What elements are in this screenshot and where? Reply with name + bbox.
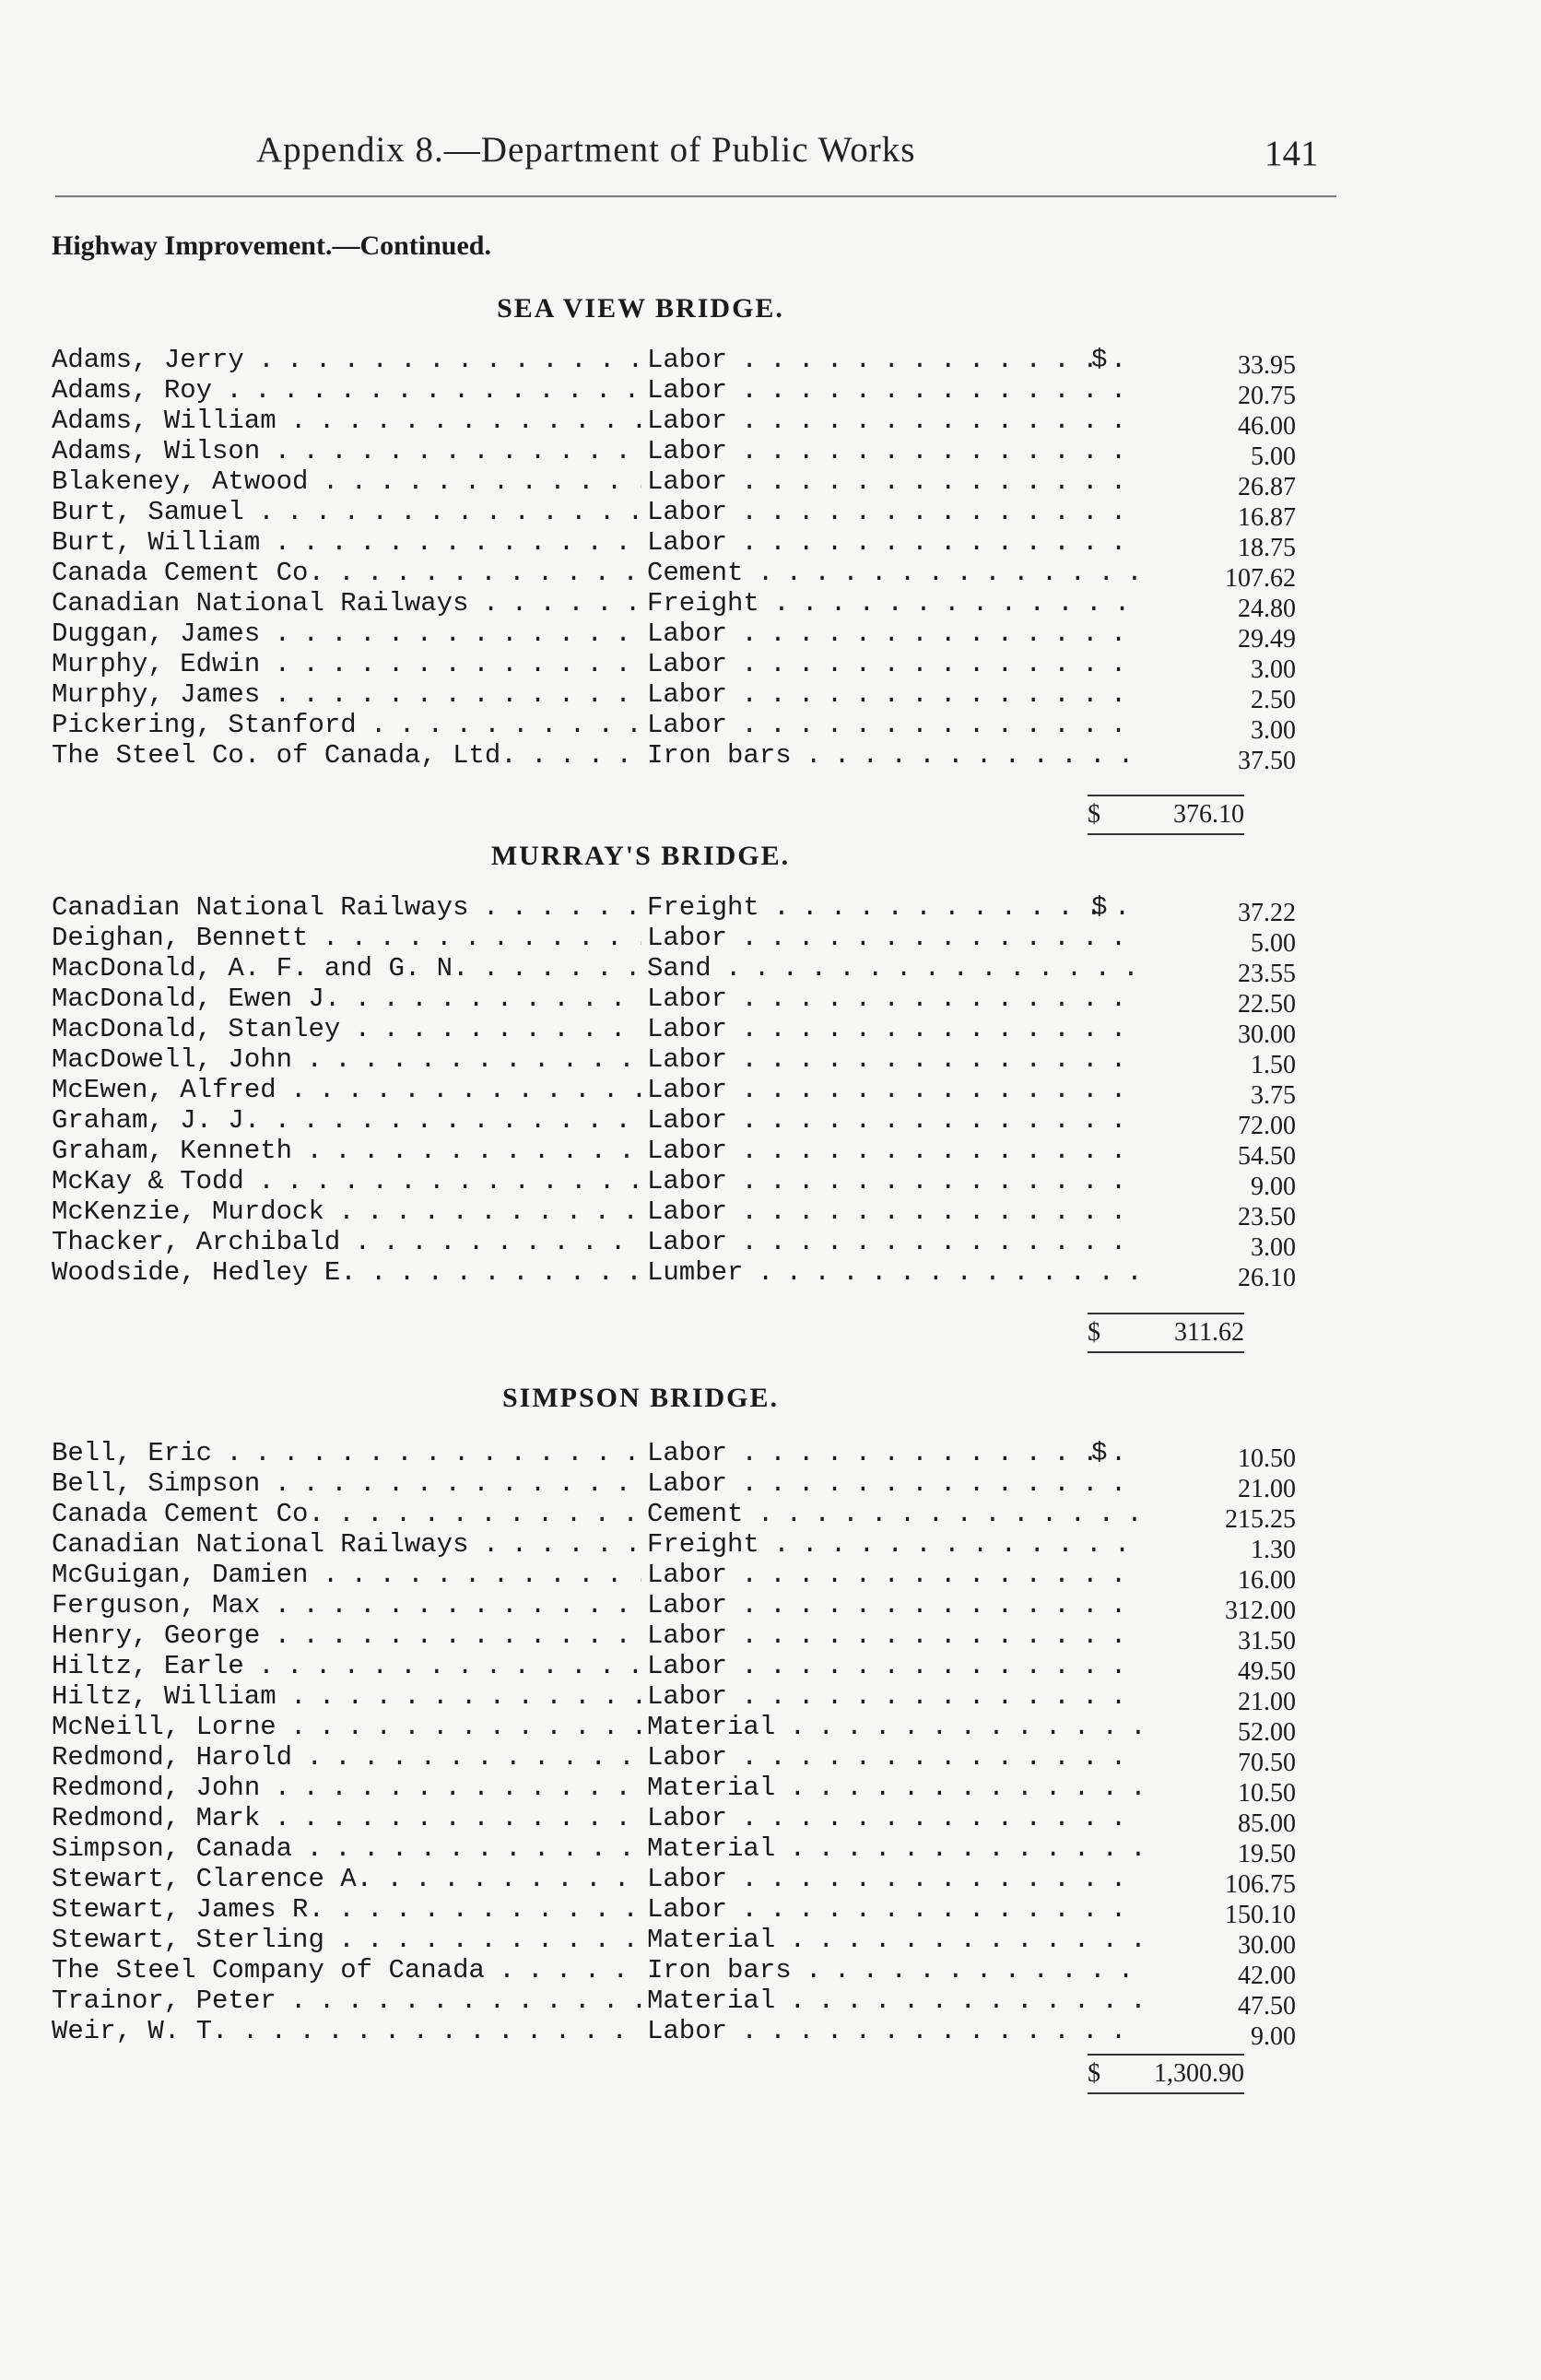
amount: 24.80 bbox=[1238, 595, 1296, 623]
payee-name: McNeill, Lorne . . . bbox=[52, 1712, 641, 1742]
amount: 33.95 bbox=[1238, 351, 1296, 380]
amount: 9.00 bbox=[1251, 1172, 1296, 1201]
table-row bbox=[52, 984, 1296, 1019]
expense-type: Labor . . . bbox=[641, 984, 1145, 1014]
expense-type: Labor . . . bbox=[641, 1651, 1145, 1681]
table-row bbox=[52, 740, 1296, 775]
expense-type: Labor . . . bbox=[641, 619, 1145, 649]
payee-name: Thacker, Archibald . . . bbox=[52, 1227, 641, 1257]
payee-name: MacDowell, John . . . bbox=[52, 1044, 641, 1075]
sum-rule bbox=[1088, 1351, 1244, 1353]
payee-name: Canada Cement Co. . . . bbox=[52, 558, 641, 588]
table-row bbox=[52, 1105, 1296, 1140]
payee-name: Graham, J. J. . . . bbox=[52, 1105, 641, 1136]
table-row bbox=[52, 1864, 1296, 1899]
expense-type: Cement . . . bbox=[641, 558, 1145, 588]
expense-type: Labor . . . bbox=[641, 2016, 1145, 2046]
expense-type: Labor . . . bbox=[641, 923, 1145, 953]
expense-type: Labor . . . bbox=[641, 1196, 1145, 1227]
amount: 46.00 bbox=[1238, 412, 1296, 441]
table-row bbox=[52, 1560, 1296, 1595]
table-row bbox=[52, 1075, 1296, 1110]
amount: 52.00 bbox=[1238, 1718, 1296, 1747]
expense-type: Labor . . . bbox=[641, 375, 1145, 406]
amount: 37.50 bbox=[1238, 747, 1296, 775]
payee-name: Graham, Kenneth . . . bbox=[52, 1136, 641, 1166]
amount: 16.00 bbox=[1238, 1566, 1296, 1595]
table-row bbox=[52, 406, 1296, 441]
total-amount: 311.62 bbox=[1174, 1318, 1244, 1347]
payee-name: Stewart, James R. . . . bbox=[52, 1894, 641, 1925]
table-row bbox=[52, 649, 1296, 684]
expense-type: Labor . . . bbox=[641, 1438, 1145, 1468]
table-row bbox=[52, 527, 1296, 562]
payee-name: McKenzie, Murdock . . . bbox=[52, 1196, 641, 1227]
expense-type: Labor . . . bbox=[641, 1864, 1145, 1894]
table-row bbox=[52, 1014, 1296, 1049]
amount: 54.50 bbox=[1238, 1142, 1296, 1171]
table-row bbox=[52, 1712, 1296, 1747]
table-row bbox=[52, 1742, 1296, 1777]
payee-name: MacDonald, Stanley . . . bbox=[52, 1014, 641, 1044]
payee-name: Canadian National Railways . . . bbox=[52, 892, 641, 923]
payee-name: Burt, William . . . bbox=[52, 527, 641, 558]
amount: 5.00 bbox=[1251, 929, 1296, 958]
payee-name: McKay & Todd . . . bbox=[52, 1166, 641, 1196]
amount: 9.00 bbox=[1251, 2022, 1296, 2051]
payee-name: Adams, Jerry . . . bbox=[52, 345, 641, 375]
table-row bbox=[52, 710, 1296, 745]
payee-name: McEwen, Alfred . . . bbox=[52, 1075, 641, 1105]
amount: 3.75 bbox=[1251, 1081, 1296, 1110]
expense-type: Sand . . . bbox=[641, 953, 1145, 984]
expense-type: Iron bars . . . bbox=[641, 740, 1145, 771]
table-row bbox=[52, 1773, 1296, 1808]
expense-type: Labor . . . bbox=[641, 649, 1145, 679]
section-continued-heading: Highway Improvement.—Continued. bbox=[52, 230, 491, 261]
dollar-sign: $ bbox=[1088, 800, 1100, 829]
payee-name: Burt, Samuel . . . bbox=[52, 497, 641, 527]
amount: 18.75 bbox=[1238, 534, 1296, 562]
payee-name: Hiltz, William . . . bbox=[52, 1681, 641, 1712]
dollar-sign: $ bbox=[1091, 1438, 1108, 1468]
amount: 3.00 bbox=[1251, 655, 1296, 684]
amount: 26.87 bbox=[1238, 473, 1296, 501]
table-row bbox=[52, 588, 1296, 623]
table-row bbox=[52, 953, 1296, 988]
dollar-sign: $ bbox=[1088, 2059, 1100, 2088]
amount: 49.50 bbox=[1238, 1657, 1296, 1686]
table-row bbox=[52, 1803, 1296, 1838]
payee-name: Canadian National Railways . . . bbox=[52, 1529, 641, 1560]
table-row bbox=[52, 1955, 1296, 1990]
section-total-sea-view bbox=[1088, 795, 1244, 835]
payee-name: Simpson, Canada . . . bbox=[52, 1833, 641, 1864]
table-row bbox=[52, 2016, 1296, 2051]
payee-name: The Steel Co. of Canada, Ltd. . . . bbox=[52, 740, 641, 771]
payee-name: Murphy, Edwin . . . bbox=[52, 649, 641, 679]
page-number: 141 bbox=[1265, 134, 1319, 173]
table-row bbox=[52, 436, 1296, 471]
payee-name: Blakeney, Atwood . . . bbox=[52, 466, 641, 497]
payee-name: Ferguson, Max . . . bbox=[52, 1590, 641, 1620]
amount: 16.87 bbox=[1238, 503, 1296, 532]
amount: 47.50 bbox=[1238, 1992, 1296, 2021]
expense-type: Freight . . . bbox=[641, 588, 1145, 619]
payee-name: Stewart, Sterling . . . bbox=[52, 1925, 641, 1955]
expense-type: Labor . . . bbox=[641, 1166, 1145, 1196]
table-row bbox=[52, 558, 1296, 593]
expense-type: Labor . . . bbox=[641, 1227, 1145, 1257]
expense-type: Labor . . . bbox=[641, 406, 1145, 436]
expense-type: Labor . . . bbox=[641, 1136, 1145, 1166]
amount: 42.00 bbox=[1238, 1962, 1296, 1990]
table-row bbox=[52, 1620, 1296, 1655]
expense-type: Freight . . . bbox=[641, 892, 1145, 923]
amount: 21.00 bbox=[1238, 1688, 1296, 1716]
amount: 31.50 bbox=[1238, 1627, 1296, 1655]
payee-name: Deighan, Bennett . . . bbox=[52, 923, 641, 953]
table-row bbox=[52, 1438, 1296, 1473]
payee-name: MacDonald, Ewen J. . . . bbox=[52, 984, 641, 1014]
payee-name: Bell, Simpson . . . bbox=[52, 1468, 641, 1499]
payee-name: Pickering, Stanford . . . bbox=[52, 710, 641, 740]
amount: 3.00 bbox=[1251, 716, 1296, 745]
section-total-murrays bbox=[1088, 1313, 1244, 1353]
amount: 23.55 bbox=[1238, 960, 1296, 988]
amount: 215.25 bbox=[1225, 1505, 1296, 1534]
amount: 106.75 bbox=[1225, 1870, 1296, 1899]
expense-type: Labor . . . bbox=[641, 1560, 1145, 1590]
table-row bbox=[52, 1166, 1296, 1201]
expense-type: Cement . . . bbox=[641, 1499, 1145, 1529]
amount: 23.50 bbox=[1238, 1203, 1296, 1231]
amount: 37.22 bbox=[1238, 899, 1296, 927]
payee-name: Murphy, James . . . bbox=[52, 679, 641, 710]
table-row bbox=[52, 1499, 1296, 1534]
table-row bbox=[52, 1651, 1296, 1686]
table-row bbox=[52, 923, 1296, 958]
amount: 107.62 bbox=[1225, 564, 1296, 593]
expense-type: Labor . . . bbox=[641, 345, 1145, 375]
expense-type: Iron bars . . . bbox=[641, 1955, 1145, 1985]
expense-type: Material . . . bbox=[641, 1985, 1145, 2016]
table-row bbox=[52, 1529, 1296, 1564]
total-line bbox=[1088, 1314, 1244, 1351]
amount: 85.00 bbox=[1238, 1809, 1296, 1838]
table-row bbox=[52, 679, 1296, 714]
table-row bbox=[52, 497, 1296, 532]
expense-type: Labor . . . bbox=[641, 1468, 1145, 1499]
total-amount: 376.10 bbox=[1173, 800, 1244, 829]
amount: 20.75 bbox=[1238, 382, 1296, 410]
expense-type: Labor . . . bbox=[641, 1044, 1145, 1075]
expense-type: Labor . . . bbox=[641, 1014, 1145, 1044]
payee-name: Henry, George . . . bbox=[52, 1620, 641, 1651]
total-line bbox=[1088, 2056, 1244, 2092]
table-row bbox=[52, 466, 1296, 501]
payee-name: Redmond, Mark . . . bbox=[52, 1803, 641, 1833]
expense-type: Labor . . . bbox=[641, 1742, 1145, 1773]
expense-type: Labor . . . bbox=[641, 436, 1145, 466]
table-row bbox=[52, 1985, 1296, 2021]
dollar-sign: $ bbox=[1091, 345, 1108, 375]
amount: 30.00 bbox=[1238, 1931, 1296, 1960]
table-row bbox=[52, 375, 1296, 410]
amount: 2.50 bbox=[1251, 686, 1296, 714]
amount: 10.50 bbox=[1238, 1444, 1296, 1473]
payee-name: Adams, Wilson . . . bbox=[52, 436, 641, 466]
table-row bbox=[52, 619, 1296, 654]
section-title-murrays-bridge: MURRAY'S BRIDGE. bbox=[490, 841, 791, 871]
expense-type: Labor . . . bbox=[641, 1894, 1145, 1925]
payee-name: Adams, Roy . . . bbox=[52, 375, 641, 406]
table-row bbox=[52, 1894, 1296, 1929]
amount: 19.50 bbox=[1238, 1840, 1296, 1868]
table-row bbox=[52, 892, 1296, 927]
amount: 1.50 bbox=[1251, 1051, 1296, 1079]
amount: 30.00 bbox=[1238, 1020, 1296, 1049]
table-row bbox=[52, 1833, 1296, 1868]
section-total-simpson bbox=[1088, 2054, 1244, 2094]
ledger-table-sea-view bbox=[52, 345, 1296, 775]
payee-name: Bell, Eric . . . bbox=[52, 1438, 641, 1468]
amount: 1.30 bbox=[1251, 1536, 1296, 1564]
dollar-sign: $ bbox=[1091, 892, 1108, 923]
payee-name: Woodside, Hedley E. . . . bbox=[52, 1257, 641, 1288]
table-row bbox=[52, 1044, 1296, 1079]
table-row bbox=[52, 1227, 1296, 1262]
amount: 26.10 bbox=[1238, 1264, 1296, 1292]
expense-type: Labor . . . bbox=[641, 679, 1145, 710]
table-row bbox=[52, 1681, 1296, 1716]
expense-type: Labor . . . bbox=[641, 1681, 1145, 1712]
payee-name: Adams, William . . . bbox=[52, 406, 641, 436]
expense-type: Labor . . . bbox=[641, 1075, 1145, 1105]
table-row bbox=[52, 345, 1296, 380]
running-head bbox=[0, 129, 1541, 184]
amount: 72.00 bbox=[1238, 1112, 1296, 1140]
amount: 3.00 bbox=[1251, 1233, 1296, 1262]
expense-type: Material . . . bbox=[641, 1712, 1145, 1742]
expense-type: Labor . . . bbox=[641, 466, 1145, 497]
amount: 21.00 bbox=[1238, 1475, 1296, 1503]
expense-type: Freight . . . bbox=[641, 1529, 1145, 1560]
payee-name: McGuigan, Damien . . . bbox=[52, 1560, 641, 1590]
expense-type: Material . . . bbox=[641, 1833, 1145, 1864]
ledger-table-simpson bbox=[52, 1438, 1296, 2051]
amount: 150.10 bbox=[1225, 1901, 1296, 1929]
dollar-sign: $ bbox=[1088, 1318, 1100, 1347]
payee-name: Hiltz, Earle . . . bbox=[52, 1651, 641, 1681]
sum-rule bbox=[1088, 2092, 1244, 2094]
payee-name: Weir, W. T. . . . bbox=[52, 2016, 641, 2046]
expense-type: Labor . . . bbox=[641, 1105, 1145, 1136]
amount: 5.00 bbox=[1251, 442, 1296, 471]
expense-type: Material . . . bbox=[641, 1925, 1145, 1955]
table-row bbox=[52, 1468, 1296, 1503]
amount: 312.00 bbox=[1225, 1596, 1296, 1625]
payee-name: Stewart, Clarence A. . . . bbox=[52, 1864, 641, 1894]
table-row bbox=[52, 1925, 1296, 1960]
payee-name: Duggan, James . . . bbox=[52, 619, 641, 649]
expense-type: Labor . . . bbox=[641, 1803, 1145, 1833]
total-line bbox=[1088, 796, 1244, 833]
payee-name: Canada Cement Co. . . . bbox=[52, 1499, 641, 1529]
running-title: Appendix 8.—Department of Public Works bbox=[256, 130, 916, 170]
expense-type: Material . . . bbox=[641, 1773, 1145, 1803]
payee-name: Redmond, Harold . . . bbox=[52, 1742, 641, 1773]
expense-type: Labor . . . bbox=[641, 710, 1145, 740]
table-row bbox=[52, 1136, 1296, 1171]
section-title-simpson-bridge: SIMPSON BRIDGE. bbox=[501, 1383, 780, 1413]
expense-type: Labor . . . bbox=[641, 497, 1145, 527]
payee-name: MacDonald, A. F. and G. N. . . . bbox=[52, 953, 641, 984]
expense-type: Labor . . . bbox=[641, 527, 1145, 558]
table-row bbox=[52, 1196, 1296, 1231]
expense-type: Lumber . . . bbox=[641, 1257, 1145, 1288]
section-title-sea-view-bridge: SEA VIEW BRIDGE. bbox=[497, 293, 784, 324]
total-amount: 1,300.90 bbox=[1154, 2059, 1244, 2088]
payee-name: Redmond, John . . . bbox=[52, 1773, 641, 1803]
table-row bbox=[52, 1257, 1296, 1292]
sum-rule bbox=[1088, 833, 1244, 835]
payee-name: Canadian National Railways . . . bbox=[52, 588, 641, 619]
amount: 10.50 bbox=[1238, 1779, 1296, 1808]
payee-name: Trainor, Peter . . . bbox=[52, 1985, 641, 2016]
amount: 70.50 bbox=[1238, 1749, 1296, 1777]
expense-type: Labor . . . bbox=[641, 1590, 1145, 1620]
amount: 22.50 bbox=[1238, 990, 1296, 1019]
table-row bbox=[52, 1590, 1296, 1625]
expense-type: Labor . . . bbox=[641, 1620, 1145, 1651]
header-rule bbox=[55, 195, 1336, 197]
payee-name: The Steel Company of Canada . . . bbox=[52, 1955, 641, 1985]
amount: 29.49 bbox=[1238, 625, 1296, 654]
ledger-table-murrays bbox=[52, 892, 1296, 1292]
